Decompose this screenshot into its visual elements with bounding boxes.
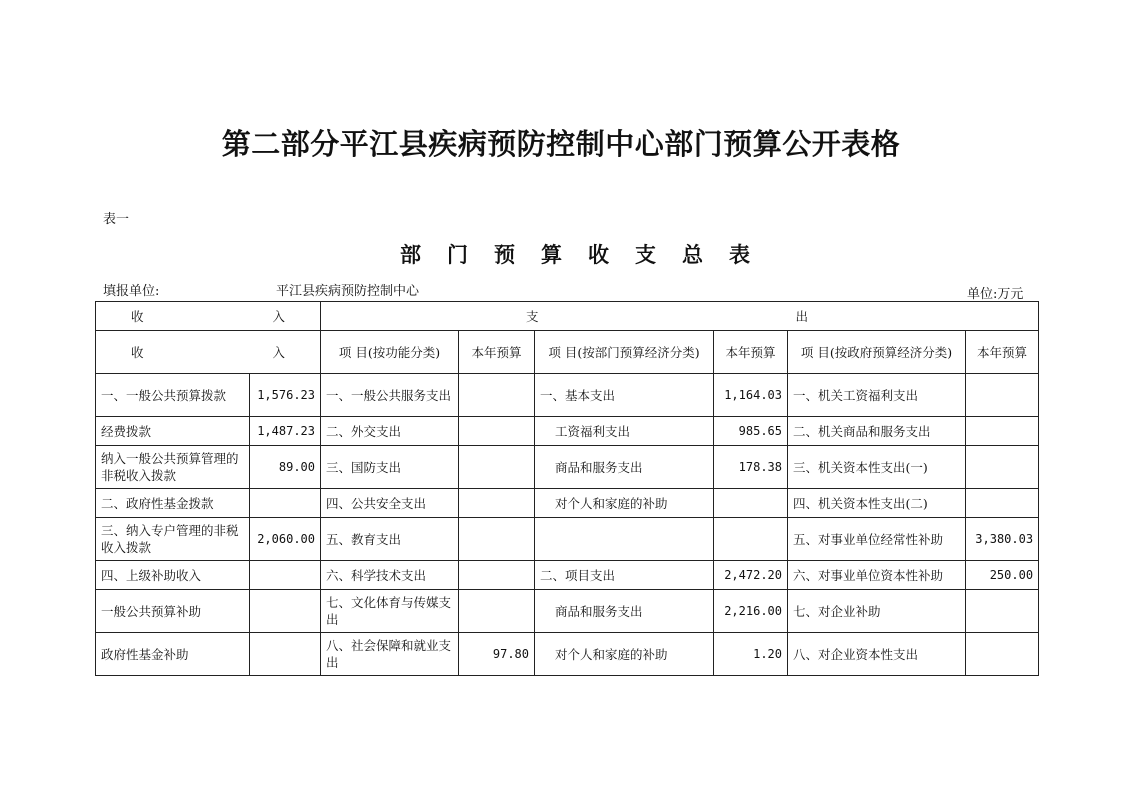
cell-dept-v: 1,164.03 [714,374,788,417]
cell-gov: 五、对事业单位经常性补助 [788,518,966,561]
cell-dept: 二、项目支出 [535,561,714,590]
expense-header-b: 出 [795,308,809,324]
cell-gov: 二、机关商品和服务支出 [788,417,966,446]
header-row-2 [96,331,1039,374]
cell-dept: 对个人和家庭的补助 [535,633,714,676]
cell-gov-v [966,633,1039,676]
table-title-char: 总 [682,242,703,267]
cell-func: 八、社会保障和就业支出 [321,633,459,676]
dept-header: 项 目(按部门预算经济分类) [535,331,714,374]
cell-inc: 一般公共预算补助 [96,590,250,633]
cell-dept-v: 985.65 [714,417,788,446]
cell-dept: 商品和服务支出 [535,446,714,489]
page-title: 第二部分平江县疾病预防控制中心部门预算公开表格 [221,127,901,161]
cell-inc-v: 89.00 [250,446,321,489]
cell-inc-v [250,633,321,676]
cell-inc: 二、政府性基金拨款 [96,489,250,518]
income-subheader [96,331,321,374]
cell-func: 二、外交支出 [321,417,459,446]
cell-gov-v [966,374,1039,417]
cell-inc: 政府性基金补助 [96,633,250,676]
cell-dept-v [714,518,788,561]
cell-dept-v: 178.38 [714,446,788,489]
income-header [96,302,321,331]
cell-gov-v: 250.00 [966,561,1039,590]
table-title-char: 门 [447,242,468,267]
cell-inc: 一、一般公共预算拨款 [96,374,250,417]
cell-func: 七、文化体育与传媒支出 [321,590,459,633]
budget-header-1: 本年预算 [459,331,535,374]
table-row [96,518,1039,561]
cell-gov: 一、机关工资福利支出 [788,374,966,417]
cell-gov-v [966,417,1039,446]
cell-inc-v: 1,487.23 [250,417,321,446]
cell-inc-v [250,561,321,590]
table-title-char: 预 [494,242,515,267]
cell-func-v [459,518,535,561]
cell-func-v [459,489,535,518]
cell-dept [535,518,714,561]
header-row-1 [96,302,1039,331]
cell-func: 一、一般公共服务支出 [321,374,459,417]
table-title-char: 收 [588,242,609,267]
cell-gov: 三、机关资本性支出(一) [788,446,966,489]
cell-inc-v: 1,576.23 [250,374,321,417]
table-row [96,446,1039,489]
cell-gov: 七、对企业补助 [788,590,966,633]
cell-func-v: 97.80 [459,633,535,676]
cell-func-v [459,590,535,633]
cell-dept-v: 2,216.00 [714,590,788,633]
cell-dept: 一、基本支出 [535,374,714,417]
cell-gov-v [966,590,1039,633]
income-subheader-b: 入 [272,344,285,360]
table-row [96,489,1039,518]
cell-dept-v: 2,472.20 [714,561,788,590]
unit-label: 单位:万元 [967,287,1024,302]
cell-func-v [459,374,535,417]
cell-gov: 八、对企业资本性支出 [788,633,966,676]
table-title [400,239,776,269]
cell-inc: 四、上级补助收入 [96,561,250,590]
cell-dept: 工资福利支出 [535,417,714,446]
table-number: 表一 [103,212,130,227]
table-row [96,374,1039,417]
table-row [96,561,1039,590]
cell-func-v [459,561,535,590]
cell-func: 三、国防支出 [321,446,459,489]
cell-dept-v: 1.20 [714,633,788,676]
cell-inc: 经费拨款 [96,417,250,446]
cell-gov-v [966,446,1039,489]
table-title-char: 部 [400,242,421,267]
cell-gov: 四、机关资本性支出(二) [788,489,966,518]
table-row [96,633,1039,676]
table-title-char: 表 [729,242,750,267]
cell-inc-v [250,489,321,518]
cell-func-v [459,417,535,446]
cell-dept-v [714,489,788,518]
cell-func: 五、教育支出 [321,518,459,561]
expense-header-a: 支 [526,308,539,324]
cell-dept: 商品和服务支出 [535,590,714,633]
gov-header: 项 目(按政府预算经济分类) [788,331,966,374]
cell-inc: 纳入一般公共预算管理的非税收入拨款 [96,446,250,489]
budget-header-3: 本年预算 [966,331,1039,374]
cell-inc-v [250,590,321,633]
cell-gov-v: 3,380.03 [966,518,1039,561]
table-title-char: 支 [635,242,656,267]
cell-inc-v: 2,060.00 [250,518,321,561]
budget-header-2: 本年预算 [714,331,788,374]
cell-func: 六、科学技术支出 [321,561,459,590]
income-header-a: 收 [131,308,144,324]
cell-func: 四、公共安全支出 [321,489,459,518]
income-subheader-a: 收 [131,344,144,360]
func-header: 项 目(按功能分类) [321,331,459,374]
table-row [96,417,1039,446]
table-row [96,590,1039,633]
expense-header [321,302,1039,331]
cell-inc: 三、纳入专户管理的非税收入拨款 [96,518,250,561]
fill-unit-value: 平江县疾病预防控制中心 [276,284,420,299]
cell-func-v [459,446,535,489]
income-header-b: 入 [272,308,285,324]
cell-gov: 六、对事业单位资本性补助 [788,561,966,590]
cell-dept: 对个人和家庭的补助 [535,489,714,518]
cell-gov-v [966,489,1039,518]
table-title-char: 算 [541,242,562,267]
fill-unit-label: 填报单位: [103,284,160,299]
budget-summary-table [95,301,1039,676]
